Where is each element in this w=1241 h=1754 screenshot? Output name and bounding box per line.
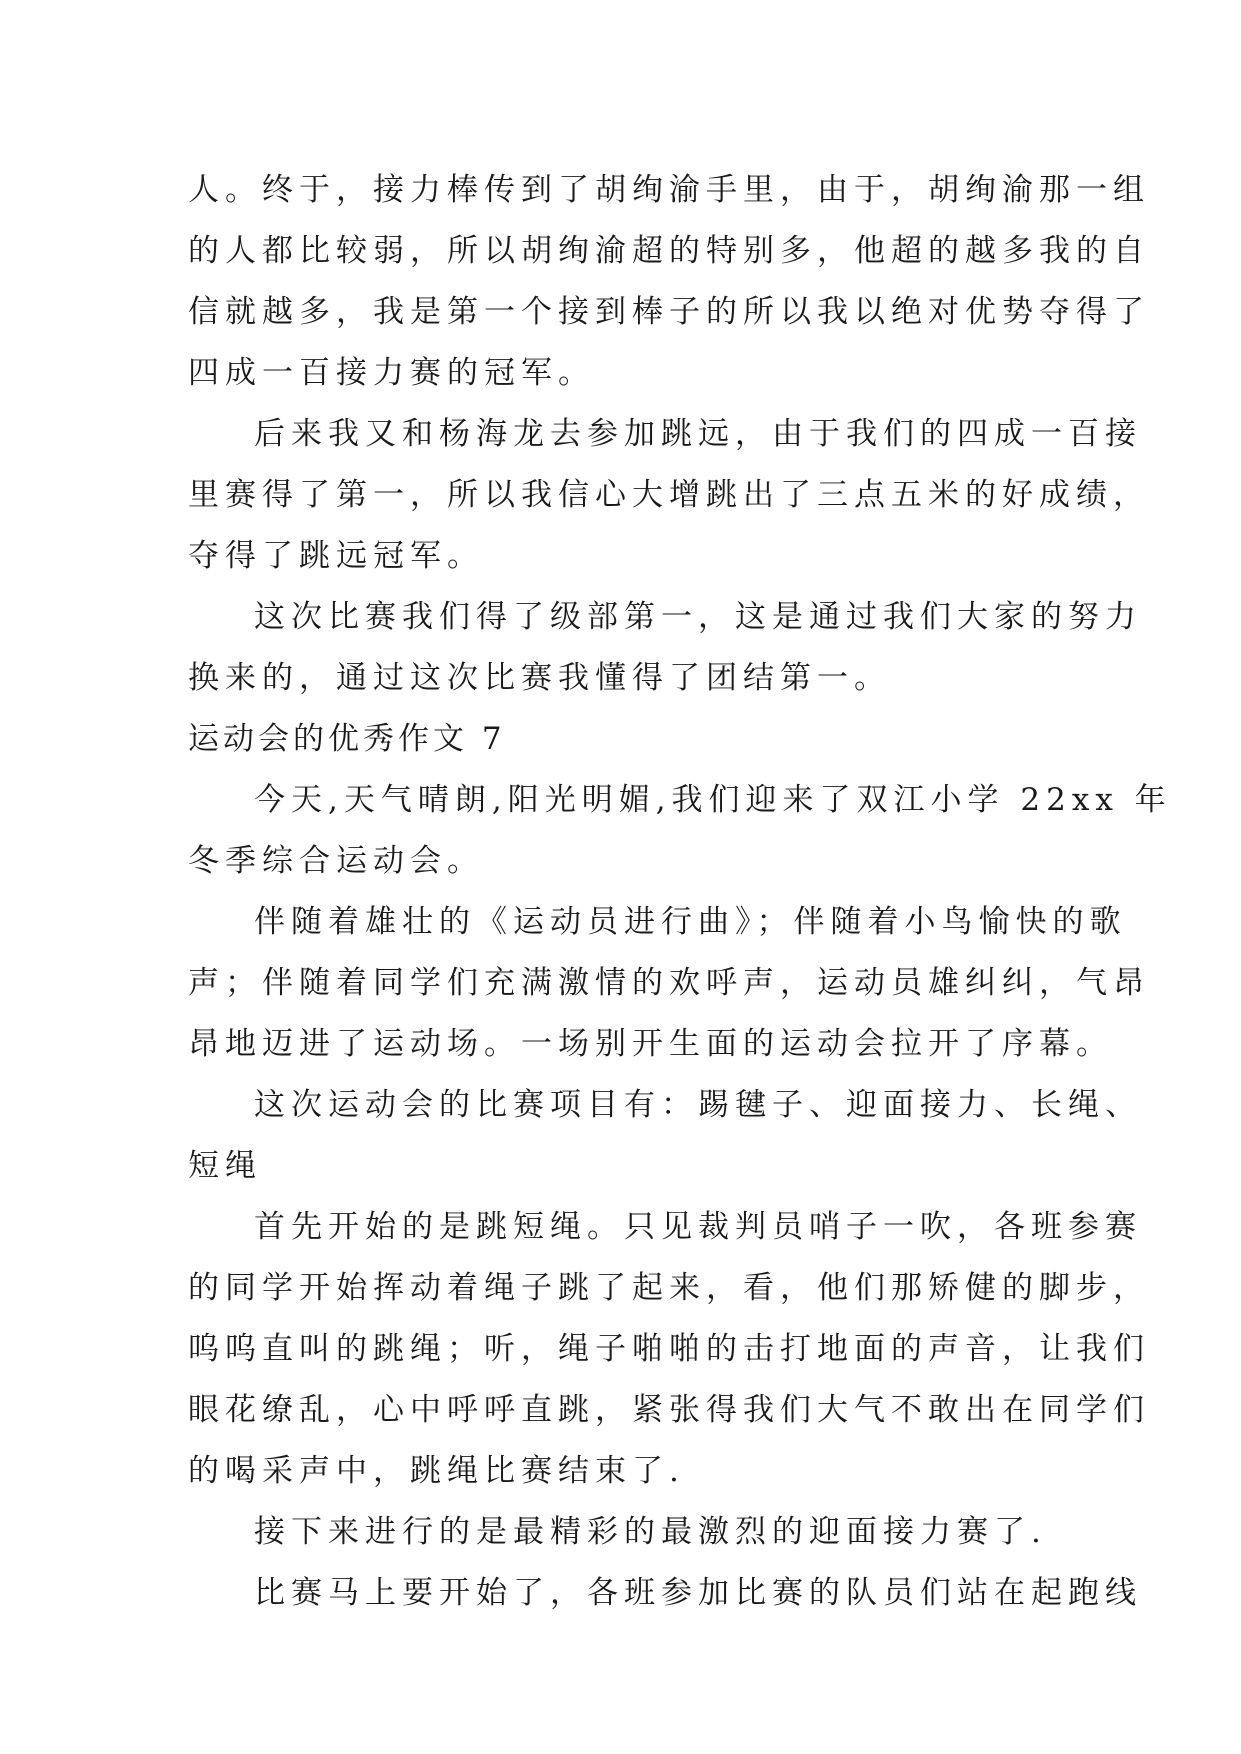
text-line: 比赛马上要开始了，各班参加比赛的队员们站在起跑线 (254, 1575, 1142, 1611)
text-line: 眼花缭乱，心中呼呼直跳，紧张得我们大气不敢出在同学们 (188, 1392, 1150, 1428)
text-line: 这次比赛我们得了级部第一，这是通过我们大家的努力 (254, 599, 1142, 635)
text-line: 伴随着雄壮的《运动员进行曲》；伴随着小鸟愉快的歌 (254, 904, 1127, 940)
text-line: 四成一百接力赛的冠军。 (188, 355, 595, 391)
text-line: 里赛得了第一，所以我信心大增跳出了三点五米的好成绩， (188, 477, 1150, 513)
text-line: 接下来进行的是最精彩的最激烈的迎面接力赛了. (254, 1514, 1047, 1550)
text-line: 后来我又和杨海龙去参加跳远，由于我们的四成一百接 (254, 416, 1142, 452)
text-line: 的人都比较弱，所以胡绚渝超的特别多，他超的越多我的自 (188, 233, 1150, 269)
text-line: 的同学开始挥动着绳子跳了起来，看，他们那矫健的脚步， (188, 1270, 1150, 1306)
text-line: 呜呜直叫的跳绳；听，绳子啪啪的击打地面的声音，让我们 (188, 1331, 1150, 1367)
text-line: 昂地迈进了运动场。一场别开生面的运动会拉开了序幕。 (188, 1026, 1113, 1062)
text-line: 短绳 (188, 1148, 262, 1184)
text-line: 信就越多，我是第一个接到棒子的所以我以绝对优势夺得了 (188, 294, 1150, 330)
text-line: 夺得了跳远冠军。 (188, 538, 484, 574)
text-line: 人。终于，接力棒传到了胡绚渝手里，由于，胡绚渝那一组 (188, 172, 1150, 208)
text-line: 的喝采声中，跳绳比赛结束了. (188, 1453, 685, 1489)
text-line: 换来的，通过这次比赛我懂得了团结第一。 (188, 660, 891, 696)
text-line: 今天,天气晴朗,阳光明媚,我们迎来了双江小学 22xx 年 (254, 782, 1172, 818)
section-heading: 运动会的优秀作文 7 (188, 721, 506, 757)
text-line: 声；伴随着同学们充满激情的欢呼声，运动员雄纠纠，气昂 (188, 965, 1150, 1001)
text-line: 冬季综合运动会。 (188, 843, 484, 879)
text-line: 这次运动会的比赛项目有：踢毽子、迎面接力、长绳、 (254, 1087, 1142, 1123)
text-line: 首先开始的是跳短绳。只见裁判员哨子一吹，各班参赛 (254, 1209, 1142, 1245)
document-body (188, 160, 1172, 1624)
